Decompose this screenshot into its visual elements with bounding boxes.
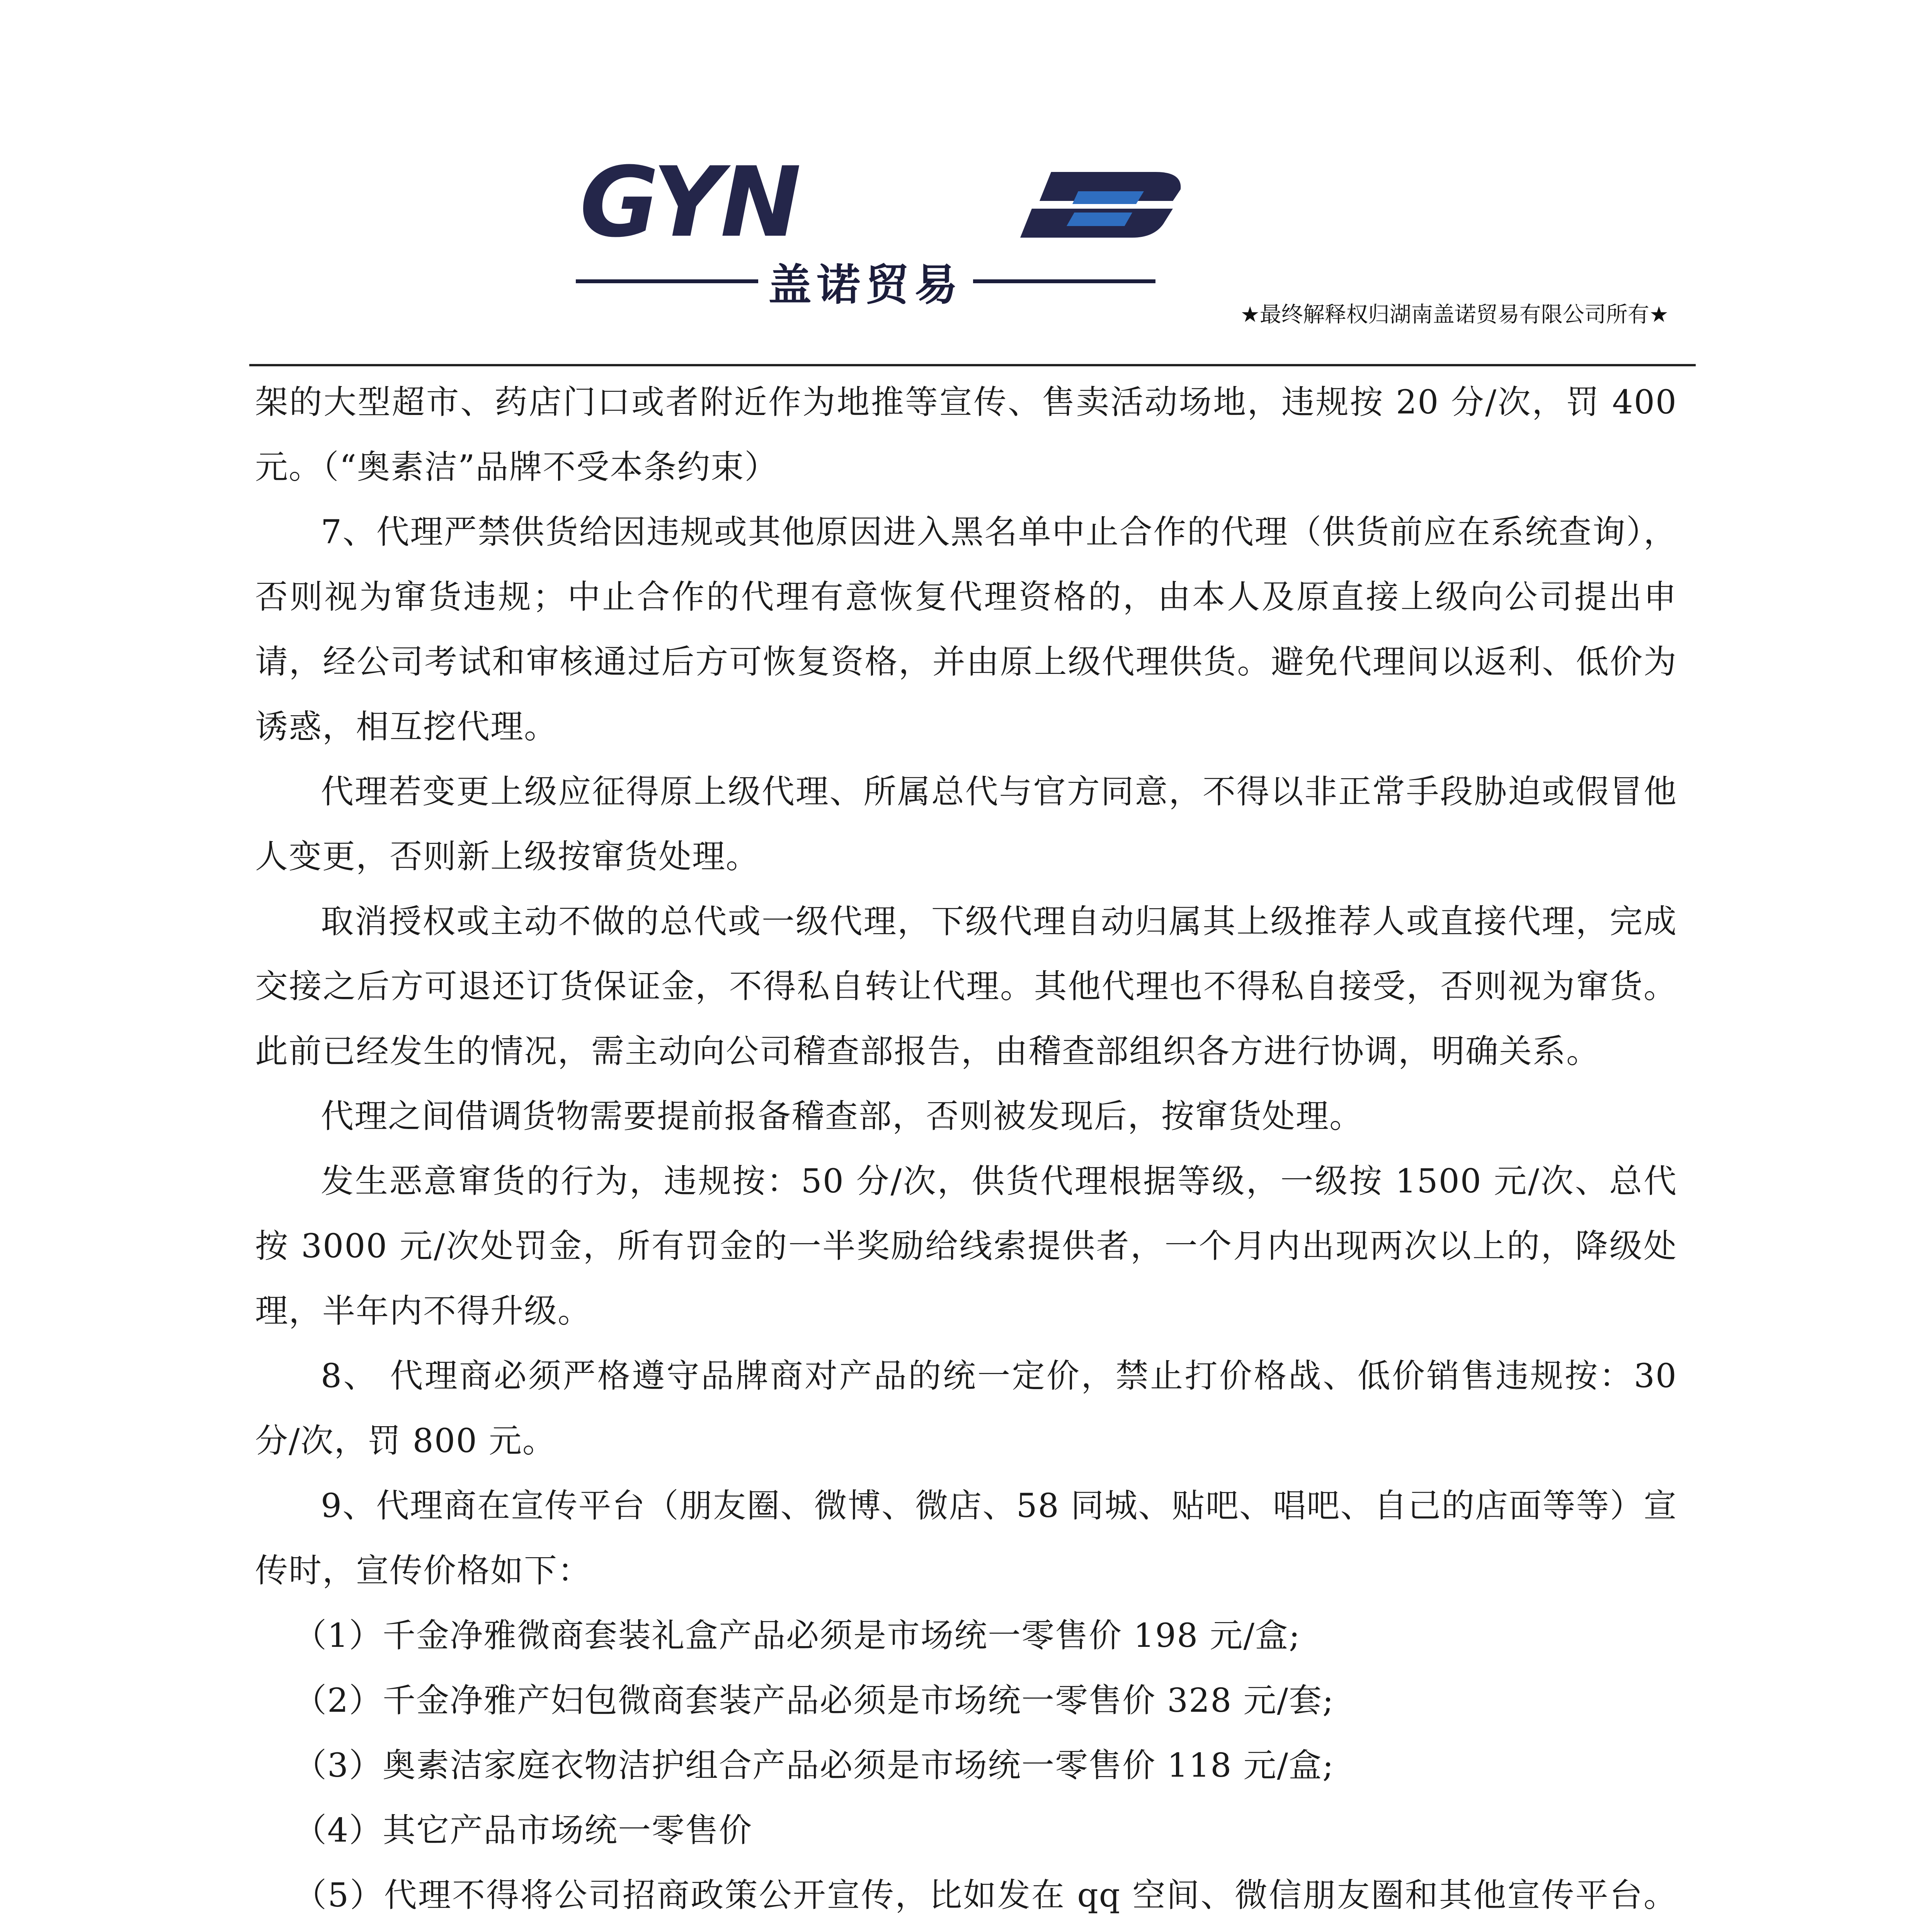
logo-subtitle: 盖诺贸易 — [768, 260, 963, 310]
paragraph: 代理之间借调货物需要提前报备稽查部，否则被发现后，按窜货处理。 — [321, 1097, 1363, 1136]
logo-subtitle-row — [576, 254, 1155, 308]
logo-right-line — [973, 279, 1155, 283]
paragraph: 架的大型超市、药店门口或者附近作为地推等宣传、售卖活动场地，违规按 20 分/次，罚 400 元。（“奥素洁”品牌不受本条约束） — [255, 383, 1677, 486]
paragraph: 7、代理严禁供货给因违规或其他原因进入黑名单中止合作的代理（供货前应在系统查询），否则视为窜货违规；中止合作的代理有意恢复代理资格的，由本人及原直接上级向公司提出申请，经公司考试和审核通过后方可恢复资格，并由原上级代理供货。避免代理间以返利、低价为诱惑，相互挖代理。 — [255, 513, 1677, 746]
paragraph: 取消授权或主动不做的总代或一级代理，下级代理自动归属其上级推荐人或直接代理，完成交接之后方可退还订货保证金，不得私自转让代理。其他代理也不得私自接受，否则视为窜货。此前已经发生的情况，需主动向公司稽查部报告，由稽查部组织各方进行协调，明确关系。 — [255, 903, 1677, 1071]
paragraph: 8、 代理商必须严格遵守品牌商对产品的统一定价，禁止打价格战、低价销售违规按：30 分/次，罚 800 元。 — [255, 1357, 1677, 1460]
logo-left-line — [576, 279, 758, 283]
header-divider — [249, 364, 1696, 366]
company-logo — [576, 151, 1186, 313]
copyright-claim: ★最终解释权归湖南盖诺贸易有限公司所有★ — [1240, 302, 1669, 327]
paragraph: （3）奥素洁家庭衣物洁护组合产品必须是市场统一零售价 118 元/盒; — [294, 1747, 1334, 1785]
paragraph: 发生恶意窜货的行为，违规按：50 分/次，供货代理根据等级，一级按 1500 元/次、总代按 3000 元/次处罚金，所有罚金的一半奖励给线索提供者，一个月内出现两次以上的，降级处理，半年内不得升级。 — [255, 1162, 1677, 1330]
paragraph: 9、代理商在宣传平台（朋友圈、微博、微店、58 同城、贴吧、唱吧、自己的店面等等）宣传时，宣传价格如下： — [255, 1487, 1677, 1590]
paragraph: （4）其它产品市场统一零售价 — [294, 1811, 753, 1850]
paragraph: （5）代理不得将公司招商政策公开宣传，比如发在 qq 空间、微信朋友圈和其他宣传平台。 — [294, 1876, 1677, 1915]
document-body — [255, 370, 1677, 1932]
logo-wordmark: GYN — [580, 151, 799, 251]
gyn-logo-mark — [576, 151, 1186, 251]
paragraph: （2）千金净雅产妇包微商套装产品必须是市场统一零售价 328 元/套; — [294, 1682, 1334, 1720]
paragraph: 代理若变更上级应征得原上级代理、所属总代与官方同意，不得以非正常手段胁迫或假冒他人变更，否则新上级按窜货处理。 — [255, 773, 1677, 876]
paragraph: （1）千金净雅微商套装礼盒产品必须是市场统一零售价 198 元/盒; — [294, 1617, 1301, 1655]
